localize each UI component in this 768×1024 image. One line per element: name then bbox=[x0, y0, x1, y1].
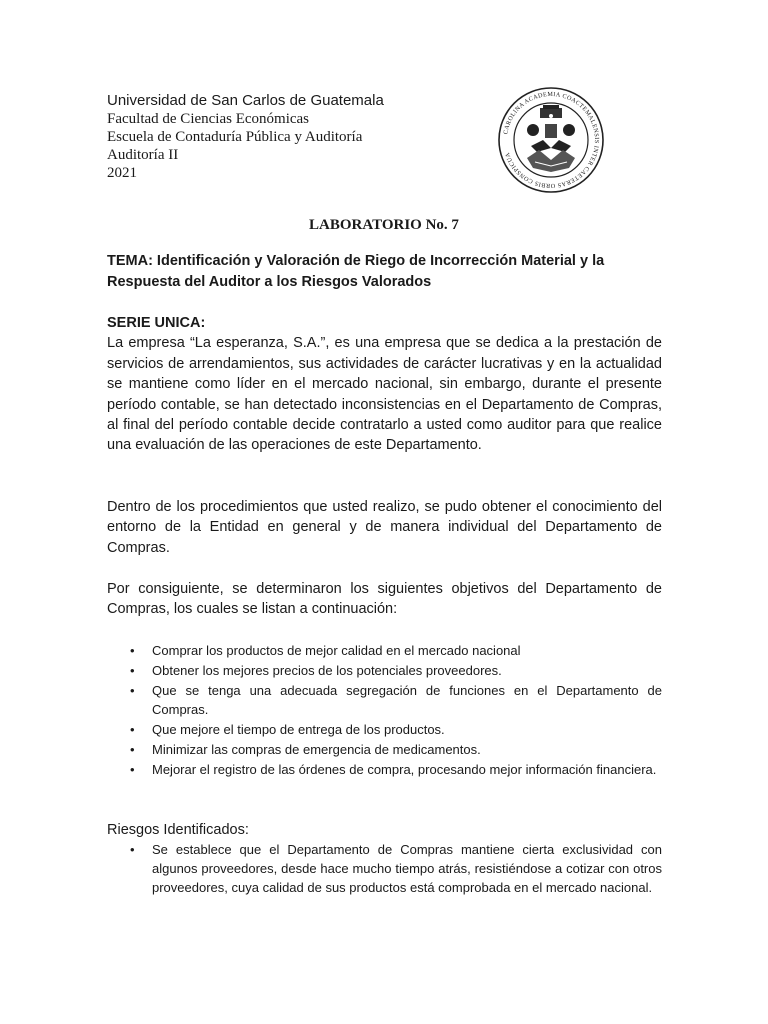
bullet-icon: • bbox=[130, 722, 135, 737]
serie-section bbox=[107, 313, 662, 456]
paragraph-3: Por consiguiente, se determinaron los siguientes objetivos del Departamento de Compras, los cuales se listan a continuación: bbox=[107, 581, 662, 618]
document-header bbox=[107, 91, 467, 182]
bullet-icon: • bbox=[130, 842, 135, 857]
topic-heading: TEMA: Identificación y Valoración de Riego de Incorrección Material y la Respuesta del Auditor a los Riesgos Valorados bbox=[107, 253, 605, 290]
list-item: • Minimizar las compras de emergencia de medicamentos. bbox=[130, 742, 481, 757]
year: 2021 bbox=[107, 165, 137, 181]
risks-list bbox=[107, 840, 662, 898]
university-name: Universidad de San Carlos de Guatemala bbox=[107, 92, 384, 109]
list-item: • Mejorar el registro de las órdenes de compra, procesando mejor información financiera. bbox=[130, 762, 657, 777]
faculty-name: Facultad de Ciencias Económicas bbox=[107, 111, 310, 127]
bullet-icon: • bbox=[130, 683, 135, 698]
course-name: Auditoría II bbox=[107, 147, 179, 163]
paragraph-2: Dentro de los procedimientos que usted realizo, se pudo obtener el conocimiento del entorno de la Entidad en general y de manera individual del Departamento de Compras. bbox=[107, 499, 662, 556]
list-item: • Que se tenga una adecuada segregación de funciones en el Departamento de Compras. bbox=[130, 683, 662, 717]
objectives-list bbox=[107, 641, 662, 780]
serie-label: SERIE UNICA: bbox=[107, 315, 206, 331]
bullet-icon: • bbox=[130, 762, 135, 777]
list-item: • Que mejore el tiempo de entrega de los productos. bbox=[130, 722, 445, 737]
university-seal-icon bbox=[497, 86, 605, 194]
lab-title: LABORATORIO No. 7 bbox=[309, 217, 459, 233]
bullet-icon: • bbox=[130, 663, 135, 678]
seal-text: CAROLINA ACADEMIA COACTEMALENSIS INTER CAETERAS ORBIS CONSPICUA bbox=[502, 90, 601, 190]
bullet-icon: • bbox=[130, 742, 135, 757]
paragraph-1: La empresa “La esperanza, S.A.”, es una empresa que se dedica a la prestación de servicios de arrendamientos, sus actividades de carácter lucrativas y en la actualidad se mantiene como líder en el mercado nacional, sin embargo, durante el presente período contable, se han detectado inconsistencias en el Departamento de Compras, al final del período contable decide contratarlo a usted como auditor para que realice una evaluación de las operaciones de este Departamento. bbox=[107, 335, 662, 454]
risks-heading: Riesgos Identificados: bbox=[107, 822, 249, 838]
list-item: • Se establece que el Departamento de Compras mantiene cierta exclusividad con algunos proveedores, desde hace mucho tiempo atrás, resistiéndose a cotizar con otros proveedores, cuya calidad de sus productos está comprobada en el mercado nacional. bbox=[130, 842, 662, 895]
bullet-icon: • bbox=[130, 643, 135, 658]
list-item: • Comprar los productos de mejor calidad en el mercado nacional bbox=[130, 643, 521, 658]
list-item: • Obtener los mejores precios de los potenciales proveedores. bbox=[130, 663, 502, 678]
school-name: Escuela de Contaduría Pública y Auditoría bbox=[107, 129, 363, 145]
